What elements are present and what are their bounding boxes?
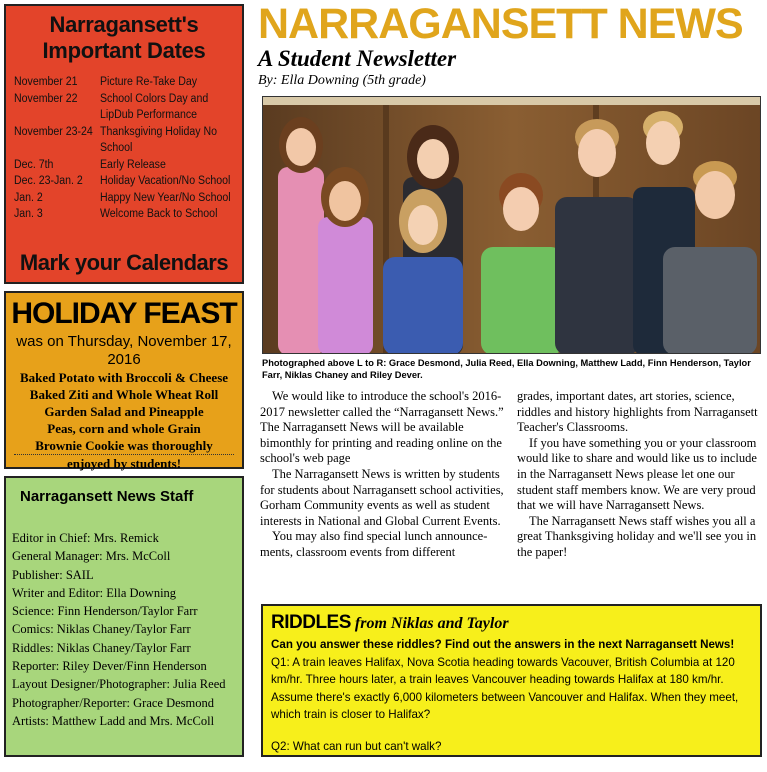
event-cell: Happy New Year/No School xyxy=(100,191,231,204)
mark-calendars-heading: Mark your Calendars xyxy=(19,250,229,275)
staff-member: Editor in Chief: Mrs. Remick xyxy=(12,531,159,545)
staff-member: Riddles: Niklas Chaney/Taylor Farr xyxy=(12,640,191,655)
staff-title: Narragansett News Staff xyxy=(20,488,194,505)
holiday-feast-box xyxy=(4,291,244,469)
byline: By: Ella Downing (5th grade) xyxy=(258,73,426,88)
newsletter-subtitle: A Student Newsletter xyxy=(258,46,457,71)
article-paragraph: You may also find special lunch announce-ments, classroom events from different xyxy=(260,529,488,559)
article-column-1 xyxy=(260,389,504,561)
feast-menu-item: Garden Salad and Pineapple xyxy=(44,404,204,419)
holiday-feast-date: was on Thursday, November 17, 2016 xyxy=(16,333,232,368)
staff-member: Reporter: Riley Dever/Finn Henderson xyxy=(12,659,207,674)
event-cell: Early Release xyxy=(100,158,166,171)
riddles-heading xyxy=(271,612,760,634)
article-paragraph: The Narragansett News is written by students for students about Narragansett school activities, Gorham Community events as well as student interests in National and Global Current Events. xyxy=(260,466,504,528)
feast-menu-item: Peas, corn and whole Grain xyxy=(47,421,201,436)
group-photo xyxy=(262,96,761,354)
date-row xyxy=(14,91,242,124)
date-cell: November 21 xyxy=(14,76,78,88)
riddles-authors: from Niklas and Taylor xyxy=(354,615,509,632)
staff-member: Artists: Matthew Ladd and Mrs. McColl xyxy=(12,713,215,728)
important-dates-table xyxy=(14,74,242,223)
riddle-question: Q1: A train leaves Halifax, Nova Scotia heading towards Vacouver, British Columbia at 120 km/hr. Three hours later, a train leaves Vancouver heading towards Halifax at 180 km/hr. Assume there's exactly 6,000 kilometers between Vancouver and Halifax. When they meet, which train is closer to Halifax? xyxy=(271,655,739,721)
feast-menu-item: enjoyed by students! xyxy=(66,456,182,471)
date-row xyxy=(14,124,242,157)
date-row xyxy=(14,190,242,207)
masthead xyxy=(258,2,763,90)
article-paragraph: grades, important dates, art stories, science, riddles and history highlights from Narragansett Teacher's Classrooms. xyxy=(517,389,758,435)
riddles-title: RIDDLES xyxy=(271,612,351,633)
staff-member: General Manager: Mrs. McColl xyxy=(12,549,171,564)
important-dates-title: Narragansett's Important Dates xyxy=(42,12,206,63)
important-dates-box xyxy=(4,4,244,284)
date-cell: Dec. 23-Jan. 2 xyxy=(14,175,83,187)
riddles-box xyxy=(261,604,762,757)
group-photo-image xyxy=(263,97,761,354)
staff-member: Comics: Niklas Chaney/Taylor Farr xyxy=(12,622,191,637)
article-paragraph: The Narragansett News staff wishes you all a great Thanksgiving holiday and we'll see you in the paper! xyxy=(517,513,757,559)
date-row xyxy=(14,173,242,190)
staff-member: Publisher: SAIL xyxy=(12,567,94,582)
staff-member: Science: Finn Henderson/Taylor Farr xyxy=(12,604,198,619)
staff-member: Layout Designer/Photographer: Julia Reed xyxy=(12,677,226,692)
staff-member: Photographer/Reporter: Grace Desmond xyxy=(12,695,215,710)
date-cell: Jan. 2 xyxy=(14,191,43,204)
date-cell: November 22 xyxy=(14,92,78,105)
riddles-intro: Can you answer these riddles? Find out the answers in the next Narragansett News! xyxy=(271,638,735,651)
article-paragraph: If you have something you or your classroom would like to share and would like us to include in the Narragansett News please let one our student staff members know. We are very proud that we will have Narragansett News. xyxy=(517,435,757,513)
staff-list xyxy=(12,529,242,730)
event-cell: Holiday Vacation/No School xyxy=(100,175,231,187)
date-row xyxy=(14,74,242,91)
date-row xyxy=(14,157,242,174)
newsletter-title: NARRAGANSETT NEWS xyxy=(258,0,743,48)
feast-menu-item: Brownie Cookie was thoroughly xyxy=(35,438,213,453)
event-cell: Welcome Back to School xyxy=(100,208,218,220)
staff-member: Writer and Editor: Ella Downing xyxy=(12,585,177,600)
date-cell: Jan. 3 xyxy=(14,208,43,220)
date-cell: Dec. 7th xyxy=(14,158,54,171)
staff-box xyxy=(4,476,244,757)
photo-caption: Photographed above L to R: Grace Desmond, Julia Reed, Ella Downing, Matthew Ladd, Finn Henderson, Taylor Farr, Niklas Chaney and Riley Dever. xyxy=(262,358,751,380)
holiday-feast-title: HOLIDAY FEAST xyxy=(11,297,237,330)
article-paragraph: We would like to introduce the school's 2016-2017 newsletter called the “Narragansett News.” The Narragansett News will be available bimonthly for printing and reading online on the school's web page xyxy=(260,389,504,466)
riddle-question: Q2: What can run but can't walk? xyxy=(271,739,442,753)
feast-menu-item: Baked Ziti and Whole Wheat Roll xyxy=(29,387,219,402)
feast-menu-item: Baked Potato with Broccoli & Cheese xyxy=(19,370,229,385)
event-cell: Picture Re-Take Day xyxy=(100,76,198,88)
date-cell: November 23-24 xyxy=(14,125,93,138)
article-column-2 xyxy=(517,389,763,561)
event-cell: School Colors Day and LipDub Performance xyxy=(100,92,209,121)
event-cell: Thanksgiving Holiday No School xyxy=(100,125,218,154)
date-row xyxy=(14,206,242,223)
